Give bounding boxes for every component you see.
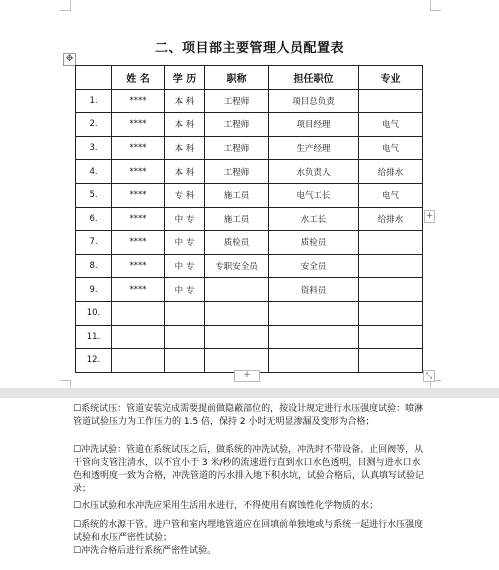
professional-title-cell[interactable]: 施工员 [205, 207, 269, 231]
position-cell[interactable]: 水负责人 [269, 160, 359, 184]
name-cell[interactable]: **** [112, 136, 165, 160]
row-number-cell[interactable]: 4. [76, 160, 112, 184]
major-cell[interactable] [359, 231, 423, 255]
education-cell[interactable]: 中 专 [165, 278, 205, 302]
paragraph-tightness-test[interactable]: ☐冲洗合格后进行系统严密性试验。 [73, 546, 217, 556]
table-row [76, 136, 423, 160]
row-number-cell[interactable]: 1. [76, 89, 112, 113]
table-row [76, 160, 423, 184]
professional-title-cell[interactable]: 施工员 [205, 183, 269, 207]
major-cell[interactable] [359, 301, 423, 325]
education-cell[interactable] [165, 301, 205, 325]
education-cell[interactable]: 本 科 [165, 113, 205, 137]
education-cell[interactable]: 专 科 [165, 183, 205, 207]
education-cell[interactable] [165, 349, 205, 373]
major-cell[interactable]: 电气 [359, 183, 423, 207]
table-header-row [76, 66, 423, 90]
education-cell[interactable]: 本 科 [165, 136, 205, 160]
table-row [76, 278, 423, 302]
major-cell[interactable]: 电气 [359, 113, 423, 137]
header-cell[interactable] [76, 66, 112, 90]
education-cell[interactable]: 中 专 [165, 207, 205, 231]
row-number-cell[interactable]: 11. [76, 325, 112, 349]
name-cell[interactable]: **** [112, 207, 165, 231]
paragraph-water-use[interactable]: ☐水压试验和水冲洗应采用生活用水进行，不得使用有腐蚀性化学物质的水； [73, 501, 379, 511]
name-cell[interactable]: **** [112, 89, 165, 113]
document-title: 二、项目部主要管理人员配置表 [154, 41, 344, 56]
name-cell[interactable]: **** [112, 278, 165, 302]
professional-title-cell[interactable]: 专职安全员 [205, 254, 269, 278]
row-number-cell[interactable]: 8. [76, 254, 112, 278]
professional-title-cell[interactable]: 工程师 [205, 160, 269, 184]
position-cell[interactable] [269, 349, 359, 373]
position-cell[interactable]: 安全员 [269, 254, 359, 278]
position-cell[interactable] [269, 301, 359, 325]
major-cell[interactable]: 给排水 [359, 160, 423, 184]
professional-title-cell[interactable] [205, 278, 269, 302]
major-cell[interactable] [359, 89, 423, 113]
position-cell[interactable]: 项目总负责 [269, 89, 359, 113]
position-cell[interactable]: 电气工长 [269, 183, 359, 207]
position-cell[interactable]: 生产经理 [269, 136, 359, 160]
professional-title-cell[interactable]: 工程师 [205, 89, 269, 113]
professional-title-cell[interactable]: 质检员 [205, 231, 269, 255]
name-cell[interactable]: **** [112, 254, 165, 278]
position-cell[interactable]: 资料员 [269, 278, 359, 302]
row-number-cell[interactable]: 7. [76, 231, 112, 255]
row-number-cell[interactable]: 5. [76, 183, 112, 207]
major-cell[interactable] [359, 349, 423, 373]
document-page-bottom [0, 398, 499, 570]
education-cell[interactable]: 中 专 [165, 254, 205, 278]
professional-title-cell[interactable] [205, 325, 269, 349]
major-cell[interactable]: 电气 [359, 136, 423, 160]
row-number-cell[interactable]: 6. [76, 207, 112, 231]
table-row [76, 349, 423, 373]
education-cell[interactable]: 本 科 [165, 89, 205, 113]
header-cell[interactable]: 职称 [205, 66, 269, 90]
table-move-handle-icon[interactable]: ✥ [63, 53, 76, 66]
name-cell[interactable] [112, 325, 165, 349]
position-cell[interactable]: 项目经理 [269, 113, 359, 137]
row-number-cell[interactable]: 10. [76, 301, 112, 325]
major-cell[interactable] [359, 254, 423, 278]
position-cell[interactable]: 水工长 [269, 207, 359, 231]
name-cell[interactable]: **** [112, 113, 165, 137]
table-resize-handle-icon[interactable]: ⤡ [423, 370, 435, 382]
row-number-cell[interactable]: 3. [76, 136, 112, 160]
table-row [76, 231, 423, 255]
table-row [76, 301, 423, 325]
professional-title-cell[interactable]: 工程师 [205, 113, 269, 137]
table-row [76, 325, 423, 349]
crop-mark-top-right [430, 0, 441, 11]
table-row [76, 254, 423, 278]
position-cell[interactable]: 质检员 [269, 231, 359, 255]
table-row [76, 113, 423, 137]
name-cell[interactable] [112, 349, 165, 373]
professional-title-cell[interactable] [205, 301, 269, 325]
position-cell[interactable] [269, 325, 359, 349]
page-gap [0, 388, 499, 398]
major-cell[interactable] [359, 278, 423, 302]
name-cell[interactable]: **** [112, 231, 165, 255]
header-cell[interactable]: 学 历 [165, 66, 205, 90]
add-column-button[interactable]: + [425, 211, 434, 221]
paragraph-system-pressure-test[interactable]: ☐系统试压：管道安装完成需要提前做隐蔽部位的，按设计规定进行水压强度试验：喷淋管道试验压力为工作压力的 1.5 倍，保持 2 小时无明显渗漏及变形为合格； [73, 404, 424, 427]
row-number-cell[interactable]: 12. [76, 349, 112, 373]
header-cell[interactable]: 姓 名 [112, 66, 165, 90]
paragraph-flush-test[interactable]: ☐冲洗试验：管道在系统试压之后，做系统的冲洗试验，冲洗时不带设备、止回阀等，从干管向支管注清水，以不宜小于 3 米/秒的流速进行直到水口水色透明，目测与进水口水色和透明度一致为合格，冲洗管道的污水排入地下积水坑，试验合格后，认真填写试验记录； [73, 445, 425, 494]
table-row [76, 207, 423, 231]
name-cell[interactable]: **** [112, 183, 165, 207]
row-number-cell[interactable]: 2. [76, 113, 112, 137]
education-cell[interactable]: 中 专 [165, 231, 205, 255]
crop-mark-top-left [60, 0, 71, 11]
major-cell[interactable] [359, 325, 423, 349]
table-row [76, 183, 423, 207]
header-cell[interactable]: 担任职位 [269, 66, 359, 90]
table-row [76, 89, 423, 113]
professional-title-cell[interactable] [205, 349, 269, 373]
education-cell[interactable]: 本 科 [165, 160, 205, 184]
add-row-button[interactable]: + [234, 370, 260, 382]
education-cell[interactable] [165, 325, 205, 349]
name-cell[interactable] [112, 301, 165, 325]
paragraph-main-pipe-test[interactable]: ☐系统的水源干管、进户管和室内埋地管道应在回填前单独地或与系统一起进行水压强度试验和水压严密性试验； [73, 520, 424, 543]
name-cell[interactable]: **** [112, 160, 165, 184]
row-number-cell[interactable]: 9. [76, 278, 112, 302]
header-cell[interactable]: 专业 [359, 66, 423, 90]
staff-table [75, 65, 423, 373]
major-cell[interactable]: 给排水 [359, 207, 423, 231]
professional-title-cell[interactable]: 工程师 [205, 136, 269, 160]
